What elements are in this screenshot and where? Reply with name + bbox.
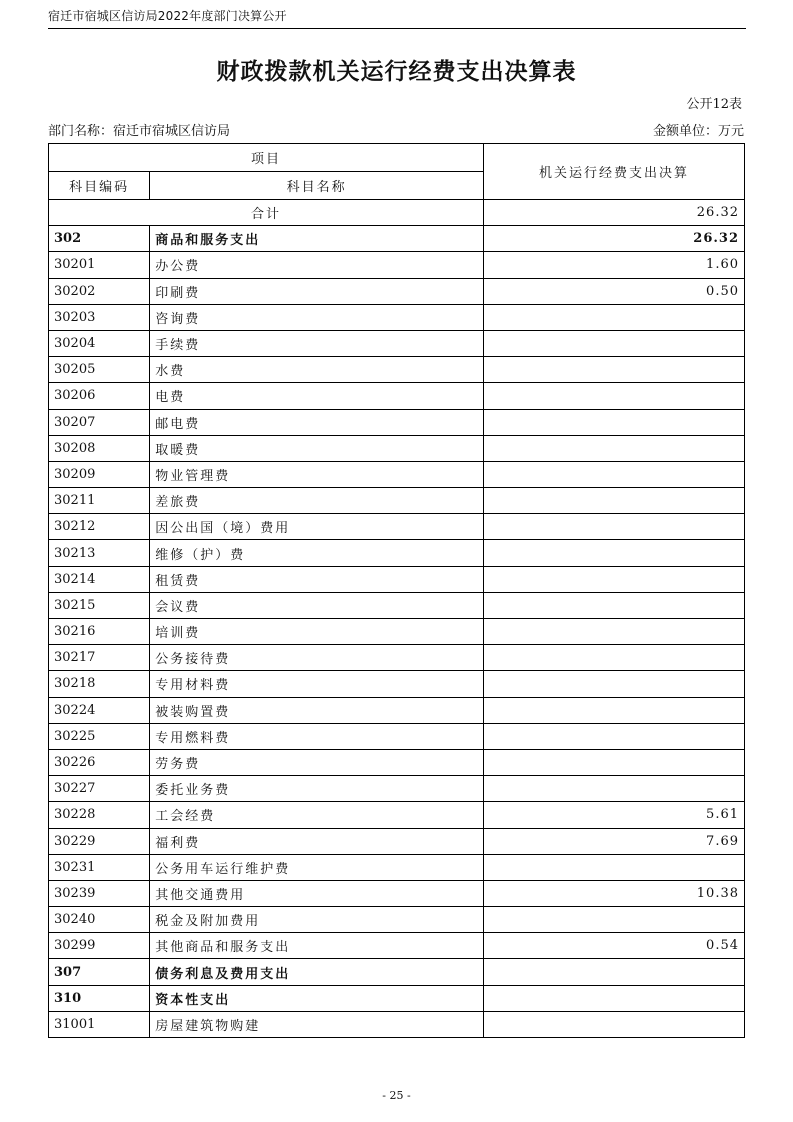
table-row — [49, 776, 745, 802]
column-header-code: 科目编码 — [49, 172, 150, 200]
cell-name: 因公出国（境）费用 — [150, 514, 484, 540]
cell-code: 30239 — [49, 880, 150, 906]
cell-name: 商品和服务支出 — [150, 226, 484, 252]
table-row — [49, 959, 745, 985]
table-row — [49, 907, 745, 933]
cell-code: 30207 — [49, 409, 150, 435]
cell-name: 委托业务费 — [150, 776, 484, 802]
cell-code: 30228 — [49, 802, 150, 828]
table-row — [49, 828, 745, 854]
cell-name: 工会经费 — [150, 802, 484, 828]
running-header: 宿迁市宿城区信访局2022年度部门决算公开 — [48, 9, 287, 23]
cell-amount: 1.60 — [484, 252, 745, 278]
cell-name: 电费 — [150, 383, 484, 409]
table-row — [49, 933, 745, 959]
cell-amount — [484, 592, 745, 618]
cell-amount — [484, 1011, 745, 1037]
cell-name: 被装购置费 — [150, 697, 484, 723]
cell-amount — [484, 854, 745, 880]
cell-amount — [484, 907, 745, 933]
cell-code: 30217 — [49, 645, 150, 671]
cell-amount — [484, 330, 745, 356]
meta-row — [48, 120, 744, 139]
cell-amount — [484, 488, 745, 514]
cell-name: 公务用车运行维护费 — [150, 854, 484, 880]
cell-name: 维修（护）费 — [150, 540, 484, 566]
cell-amount: 5.61 — [484, 802, 745, 828]
cell-code: 30218 — [49, 671, 150, 697]
table-row — [49, 461, 745, 487]
cell-name: 手续费 — [150, 330, 484, 356]
table-row — [49, 985, 745, 1011]
cell-amount: 0.54 — [484, 933, 745, 959]
table-row — [49, 723, 745, 749]
table-row — [49, 252, 745, 278]
cell-code: 30215 — [49, 592, 150, 618]
table-row — [49, 409, 745, 435]
cell-amount — [484, 749, 745, 775]
cell-code: 30226 — [49, 749, 150, 775]
cell-code: 30202 — [49, 278, 150, 304]
table-row — [49, 226, 745, 252]
cell-code: 307 — [49, 959, 150, 985]
cell-amount — [484, 645, 745, 671]
total-amount: 26.32 — [484, 200, 745, 226]
cell-code: 30212 — [49, 514, 150, 540]
table-row — [49, 592, 745, 618]
table-row — [49, 645, 745, 671]
cell-code: 30240 — [49, 907, 150, 933]
expense-table — [48, 143, 745, 1038]
cell-amount — [484, 461, 745, 487]
total-row — [49, 200, 745, 226]
table-row — [49, 278, 745, 304]
cell-code: 30209 — [49, 461, 150, 487]
cell-name: 专用材料费 — [150, 671, 484, 697]
cell-name: 其他商品和服务支出 — [150, 933, 484, 959]
cell-code: 30299 — [49, 933, 150, 959]
cell-name: 资本性支出 — [150, 985, 484, 1011]
page-title: 财政拨款机关运行经费支出决算表 — [216, 59, 577, 85]
cell-amount: 26.32 — [484, 226, 745, 252]
column-header-name: 科目名称 — [150, 172, 484, 200]
cell-code: 30205 — [49, 357, 150, 383]
cell-amount — [484, 383, 745, 409]
table-row — [49, 1011, 745, 1037]
cell-code: 302 — [49, 226, 150, 252]
cell-amount: 10.38 — [484, 880, 745, 906]
cell-code: 30213 — [49, 540, 150, 566]
cell-name: 专用燃料费 — [150, 723, 484, 749]
table-row — [49, 330, 745, 356]
cell-amount — [484, 723, 745, 749]
cell-code: 31001 — [49, 1011, 150, 1037]
table-row — [49, 854, 745, 880]
cell-name: 水费 — [150, 357, 484, 383]
cell-code: 30227 — [49, 776, 150, 802]
table-row — [49, 357, 745, 383]
header-row-project — [49, 144, 745, 172]
cell-name: 租赁费 — [150, 566, 484, 592]
cell-amount: 0.50 — [484, 278, 745, 304]
cell-amount — [484, 304, 745, 330]
table-row — [49, 749, 745, 775]
cell-amount — [484, 776, 745, 802]
table-row — [49, 383, 745, 409]
cell-code: 30211 — [49, 488, 150, 514]
cell-amount — [484, 409, 745, 435]
cell-name: 办公费 — [150, 252, 484, 278]
cell-name: 房屋建筑物购建 — [150, 1011, 484, 1037]
table-row — [49, 697, 745, 723]
cell-name: 物业管理费 — [150, 461, 484, 487]
column-header-amount: 机关运行经费支出决算 — [484, 144, 745, 200]
cell-code: 30203 — [49, 304, 150, 330]
table-row — [49, 488, 745, 514]
table-row — [49, 802, 745, 828]
cell-amount — [484, 435, 745, 461]
table-number: 公开12表 — [686, 97, 742, 112]
total-label: 合计 — [49, 200, 484, 226]
department-name: 部门名称：宿迁市宿城区信访局 — [48, 124, 231, 139]
cell-code: 30201 — [49, 252, 150, 278]
cell-name: 邮电费 — [150, 409, 484, 435]
cell-amount — [484, 697, 745, 723]
column-header-project: 项目 — [49, 144, 484, 172]
cell-code: 30204 — [49, 330, 150, 356]
cell-amount — [484, 619, 745, 645]
table-row — [49, 619, 745, 645]
cell-name: 债务利息及费用支出 — [150, 959, 484, 985]
table-row — [49, 514, 745, 540]
cell-amount — [484, 566, 745, 592]
cell-amount — [484, 985, 745, 1011]
cell-name: 培训费 — [150, 619, 484, 645]
page-number: - 25 - — [382, 1089, 411, 1102]
cell-code: 30231 — [49, 854, 150, 880]
cell-code: 30206 — [49, 383, 150, 409]
cell-name: 会议费 — [150, 592, 484, 618]
cell-code: 30214 — [49, 566, 150, 592]
cell-amount — [484, 540, 745, 566]
table-row — [49, 880, 745, 906]
cell-amount: 7.69 — [484, 828, 745, 854]
cell-amount — [484, 514, 745, 540]
cell-name: 咨询费 — [150, 304, 484, 330]
table-row — [49, 671, 745, 697]
cell-name: 劳务费 — [150, 749, 484, 775]
cell-code: 310 — [49, 985, 150, 1011]
cell-code: 30208 — [49, 435, 150, 461]
header-divider — [48, 28, 746, 29]
cell-name: 其他交通费用 — [150, 880, 484, 906]
table-row — [49, 566, 745, 592]
cell-name: 印刷费 — [150, 278, 484, 304]
cell-code: 30224 — [49, 697, 150, 723]
cell-name: 税金及附加费用 — [150, 907, 484, 933]
cell-code: 30216 — [49, 619, 150, 645]
table-row — [49, 435, 745, 461]
cell-amount — [484, 959, 745, 985]
cell-code: 30229 — [49, 828, 150, 854]
cell-name: 取暖费 — [150, 435, 484, 461]
cell-amount — [484, 357, 745, 383]
cell-name: 福利费 — [150, 828, 484, 854]
table-row — [49, 540, 745, 566]
table-row — [49, 304, 745, 330]
cell-code: 30225 — [49, 723, 150, 749]
cell-amount — [484, 671, 745, 697]
cell-name: 公务接待费 — [150, 645, 484, 671]
amount-unit: 金额单位：万元 — [652, 124, 744, 139]
cell-name: 差旅费 — [150, 488, 484, 514]
